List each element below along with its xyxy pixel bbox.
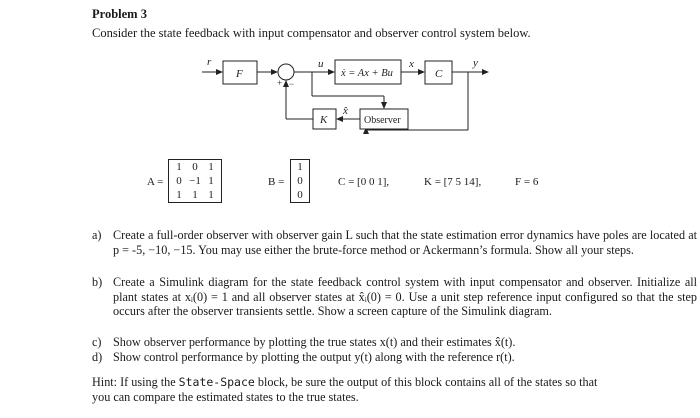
- block-diagram: [0, 0, 700, 150]
- question-text: Create a full-order observer with observer gain L such that the state estimation error dynamics have poles are located at p = -5, −10, −15. You may use either the brute-force method or Ackermann’s formula. Show all your steps.: [113, 228, 697, 257]
- matrix-a: [168, 159, 222, 203]
- observer-label: Observer: [364, 115, 401, 126]
- signal-xhat-label: x̂: [343, 105, 348, 117]
- matrix-c: C = [0 0 1],: [338, 176, 390, 188]
- sum-minus-sign: −: [289, 79, 295, 89]
- matrix-b-cell: 0: [297, 175, 303, 187]
- hint-text: [92, 375, 612, 404]
- f-block-label: F: [236, 68, 243, 80]
- c-block-label: C: [435, 68, 443, 80]
- problem-intro: Consider the state feedback with input compensator and observer control system below.: [92, 26, 531, 40]
- matrix-a-cell: 0: [192, 161, 198, 173]
- matrix-a-cell: 1: [208, 175, 214, 187]
- question-text: Show observer performance by plotting the true states x(t) and their estimates x̂(t).: [113, 335, 516, 349]
- matrix-a-cell: 1: [176, 189, 182, 201]
- matrix-a-cell: 0: [176, 175, 182, 187]
- matrix-a-cell: 1: [176, 161, 182, 173]
- question-label: a): [92, 228, 102, 242]
- matrix-b-cell: 1: [297, 161, 303, 173]
- signal-u-label: u: [318, 58, 324, 70]
- plant-equation: ẋ = Ax + Bu: [341, 68, 393, 79]
- hint-prefix: Hint: If using the: [92, 375, 179, 389]
- k-block-label: K: [320, 114, 328, 126]
- signal-r-label: r: [207, 56, 212, 68]
- matrix-b-cell: 0: [297, 189, 303, 201]
- question-text: Show control performance by plotting the output y(t) along with the reference r(t).: [113, 350, 515, 364]
- matrix-a-cell: 1: [192, 189, 198, 201]
- matrix-a-label: A =: [147, 176, 164, 188]
- matrix-k: K = [7 5 14],: [424, 176, 482, 188]
- value-f: F = 6: [515, 176, 539, 188]
- matrix-b-label: B =: [268, 176, 285, 188]
- problem-title: Problem 3: [92, 7, 147, 21]
- matrix-b: [290, 159, 310, 203]
- hint-code: State-Space: [178, 375, 255, 389]
- sum-plus-sign: +: [277, 78, 283, 88]
- question-label: b): [92, 275, 103, 289]
- hint-suffix: block, be sure the output of this block contains all of the states so that you can compare the estimated states to the true states.: [92, 375, 598, 404]
- signal-y-label: y: [473, 57, 478, 69]
- question-label: c): [92, 335, 102, 349]
- matrix-a-cell: 1: [208, 161, 214, 173]
- question-text: Create a Simulink diagram for the state feedback control system with input compensator and observer. Initialize all plant states at xᵢ(0) = 1 and all observer states at x̂ᵢ(0) = 0. Use a unit step reference input configured so that the step occurs after the observer transients settle. Show a screen capture of the Simulink diagram.: [113, 275, 697, 319]
- matrix-a-cell: 1: [208, 189, 214, 201]
- signal-x-label: x: [409, 58, 414, 70]
- question-label: d): [92, 350, 103, 364]
- matrix-a-cell: −1: [189, 175, 201, 187]
